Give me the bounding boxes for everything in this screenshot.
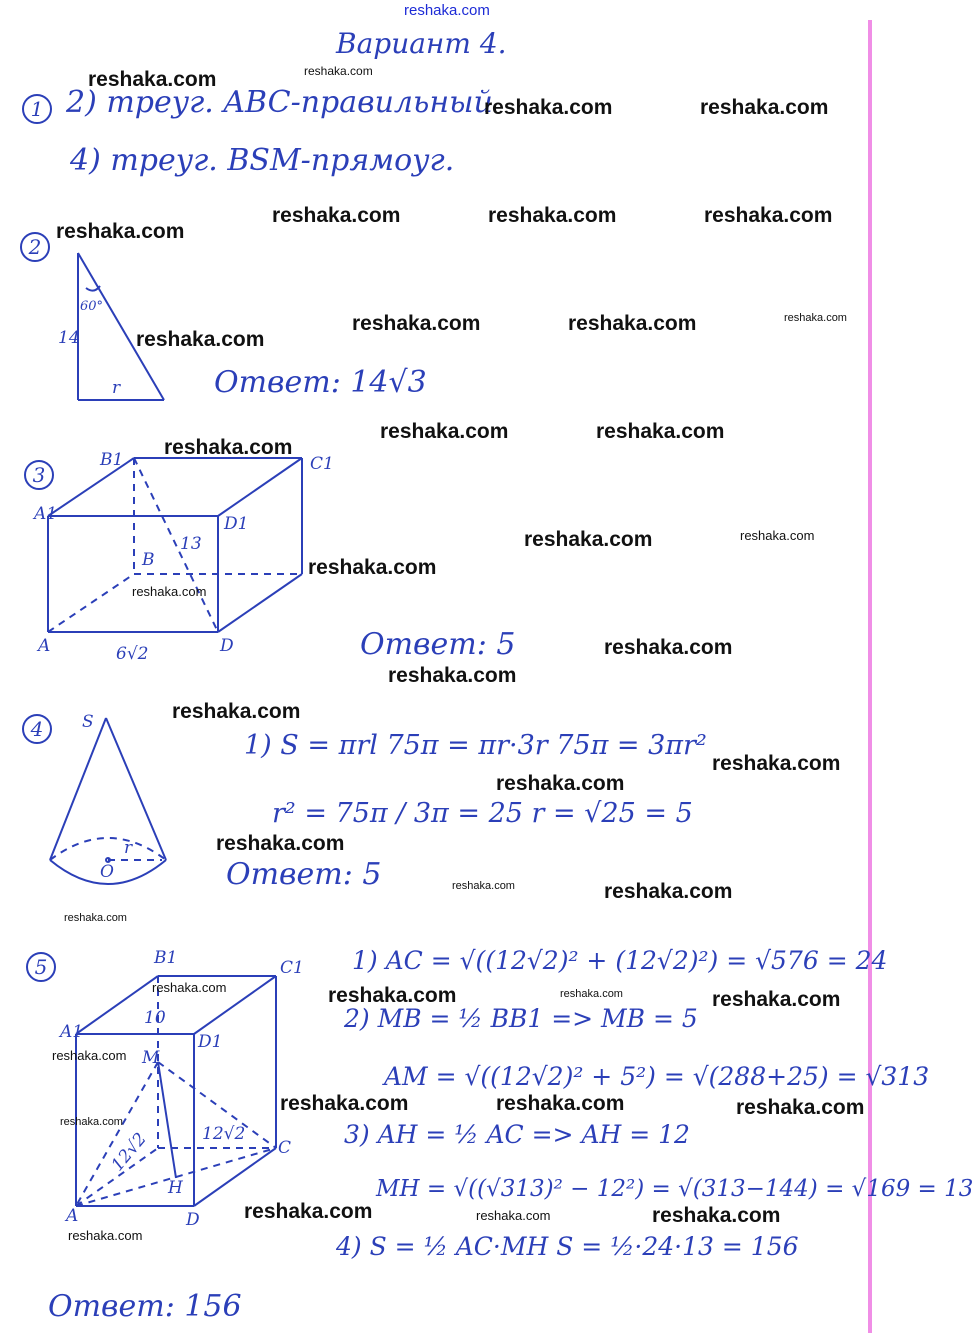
- triangle-angle-label: 60°: [80, 299, 104, 314]
- box-vertex-b: B: [142, 550, 155, 570]
- task5-line1: 1) AC = √((12√2)² + (12√2)²) = √576 = 24: [352, 946, 888, 975]
- watermark: reshaka.com: [280, 1092, 409, 1115]
- box-vertex-d: D: [220, 636, 234, 656]
- watermark: reshaka.com: [568, 312, 697, 335]
- watermark: reshaka.com: [700, 96, 829, 119]
- watermark: reshaka.com: [784, 312, 847, 324]
- watermark: reshaka.com: [476, 1208, 551, 1223]
- task2-answer: Ответ: 14√3: [214, 365, 427, 400]
- prism-ac-label: 12√2: [202, 1124, 246, 1144]
- watermark: reshaka.com: [496, 1092, 625, 1115]
- task-number-4: 4: [22, 714, 52, 744]
- watermark: reshaka.com: [496, 772, 625, 795]
- task5-answer: Ответ: 156: [48, 1289, 242, 1324]
- prism-vertex-b1: B1: [154, 948, 178, 968]
- box-vertex-a: A: [38, 636, 51, 656]
- watermark: reshaka.com: [304, 64, 373, 78]
- prism-vertex-a: A: [66, 1206, 79, 1226]
- watermark: reshaka.com: [488, 204, 617, 227]
- watermark: reshaka.com: [740, 528, 815, 543]
- prism-vertex-a1: A1: [60, 1022, 84, 1042]
- watermark: reshaka.com: [60, 1116, 123, 1128]
- box-diagonal-label: 13: [180, 534, 202, 554]
- watermark: reshaka.com: [52, 1048, 127, 1063]
- task5-line4: 3) AH = ½ AC => AH = 12: [344, 1120, 690, 1149]
- task4-line1: 1) S = πrl 75π = πr·3r 75π = 3πr²: [244, 730, 707, 761]
- cone-radius-label: r: [124, 838, 133, 858]
- task4-line2: r² = 75π / 3π = 25 r = √25 = 5: [272, 798, 693, 829]
- page-title: Вариант 4.: [336, 27, 507, 60]
- watermark: reshaka.com: [712, 988, 841, 1011]
- header-watermark: reshaka.com: [404, 2, 490, 19]
- watermark: reshaka.com: [704, 204, 833, 227]
- box-vertex-d1: D1: [224, 514, 249, 534]
- watermark: reshaka.com: [604, 880, 733, 903]
- watermark: reshaka.com: [164, 436, 293, 459]
- watermark: reshaka.com: [604, 636, 733, 659]
- task5-line6: 4) S = ½ AC·MH S = ½·24·13 = 156: [336, 1232, 799, 1261]
- watermark: reshaka.com: [272, 204, 401, 227]
- box-vertex-b1: B1: [100, 450, 124, 470]
- triangle-base-label: r: [112, 378, 121, 398]
- task4-answer: Ответ: 5: [226, 857, 382, 892]
- watermark: reshaka.com: [152, 980, 227, 995]
- task3-answer: Ответ: 5: [360, 627, 516, 662]
- watermark: reshaka.com: [388, 664, 517, 687]
- prism-vertex-c1: C1: [280, 958, 304, 978]
- watermark: reshaka.com: [524, 528, 653, 551]
- task-number-1: 1: [22, 94, 52, 124]
- watermark: reshaka.com: [136, 328, 265, 351]
- page-margin-line: [868, 20, 872, 1333]
- prism-edge-label: 10: [144, 1008, 166, 1028]
- triangle-side-label: 14: [58, 328, 80, 348]
- task5-line5: MH = √((√313)² − 12²) = √(313−144) = √169 = 13: [376, 1176, 973, 1202]
- watermark: reshaka.com: [172, 700, 301, 723]
- prism-ad-label: 12√2: [107, 1129, 151, 1176]
- cone-figure: [44, 712, 184, 892]
- prism-point-h: H: [168, 1178, 183, 1198]
- prism-point-m: M: [142, 1048, 160, 1068]
- watermark: reshaka.com: [352, 312, 481, 335]
- watermark: reshaka.com: [484, 96, 613, 119]
- task-number-5: 5: [26, 952, 56, 982]
- watermark: reshaka.com: [380, 420, 509, 443]
- task5-line2: 2) MB = ½ BB1 => MB = 5: [344, 1004, 698, 1033]
- prism-vertex-c: C: [278, 1138, 292, 1158]
- watermark: reshaka.com: [736, 1096, 865, 1119]
- task-number-2: 2: [20, 232, 50, 262]
- watermark: reshaka.com: [132, 584, 207, 599]
- task5-line3: AM = √((12√2)² + 5²) = √(288+25) = √313: [384, 1062, 930, 1091]
- cone-center-label: O: [100, 862, 114, 882]
- watermark: reshaka.com: [328, 984, 457, 1007]
- cone-apex-label: S: [82, 712, 94, 732]
- watermark: reshaka.com: [68, 1228, 143, 1243]
- task-number-3: 3: [24, 460, 54, 490]
- watermark: reshaka.com: [308, 556, 437, 579]
- watermark: reshaka.com: [216, 832, 345, 855]
- box-vertex-a1: A1: [34, 504, 58, 524]
- watermark: reshaka.com: [64, 912, 127, 924]
- watermark: reshaka.com: [88, 68, 217, 91]
- watermark: reshaka.com: [244, 1200, 373, 1223]
- box-base-label: 6√2: [116, 644, 149, 664]
- watermark: reshaka.com: [560, 988, 623, 1000]
- prism-vertex-d: D: [186, 1210, 200, 1230]
- box-vertex-c1: C1: [310, 454, 334, 474]
- task1-line1: 2) треуг. ABC-правильный: [66, 85, 493, 120]
- watermark: reshaka.com: [596, 420, 725, 443]
- prism-vertex-d1: D1: [198, 1032, 223, 1052]
- watermark: reshaka.com: [56, 220, 185, 243]
- watermark: reshaka.com: [712, 752, 841, 775]
- watermark: reshaka.com: [452, 880, 515, 892]
- watermark: reshaka.com: [652, 1204, 781, 1227]
- task1-line2: 4) треуг. BSM-прямоуг.: [70, 143, 455, 178]
